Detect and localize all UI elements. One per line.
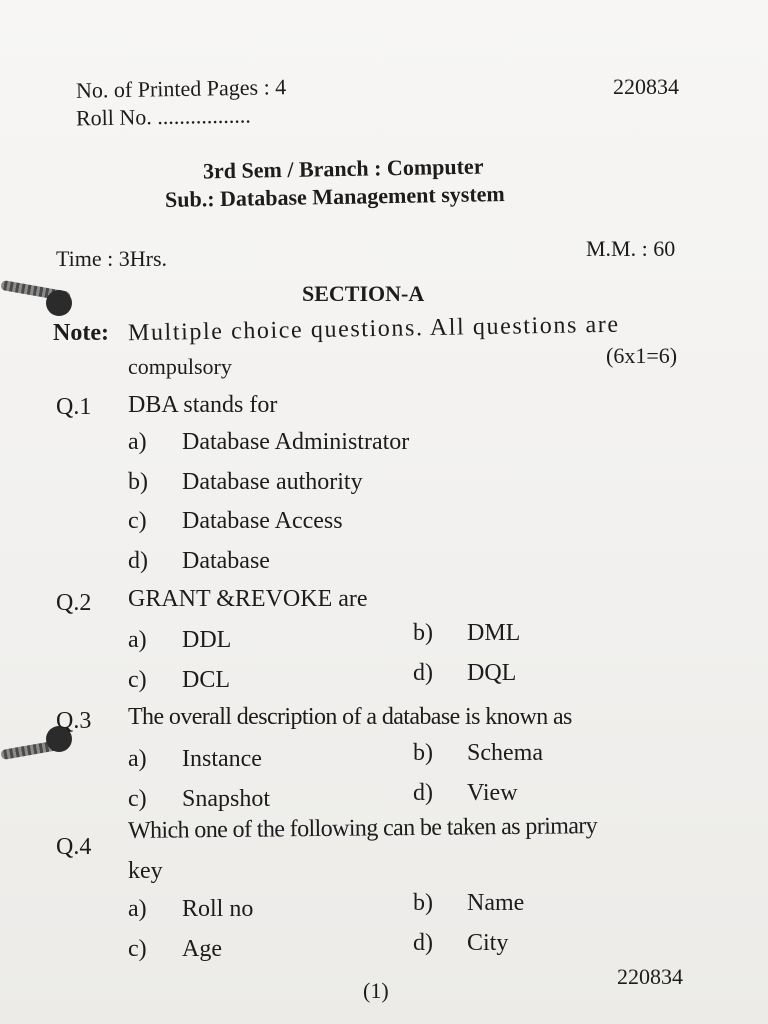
q3-option-a: [128, 746, 262, 773]
option-text: Snapshot: [182, 786, 271, 812]
option-label: d): [128, 548, 148, 574]
question-text-4: Which one of the following can be taken as primary: [127, 813, 598, 844]
q1-option-a: [128, 429, 409, 456]
section-marks: (6x1=6): [606, 343, 678, 368]
option-label: b): [413, 740, 433, 766]
option-label: a): [128, 627, 147, 653]
option-text: Database: [182, 548, 270, 574]
q3-option-d: [413, 780, 518, 807]
option-label: b): [413, 890, 433, 916]
question-number-3: Q.3: [56, 708, 92, 734]
question-text-2: GRANT &REVOKE are: [128, 586, 368, 612]
question-number-2: Q.2: [56, 590, 92, 616]
q1-option-b: [128, 469, 363, 496]
question-text-4-line2: key: [128, 858, 163, 884]
option-text: Instance: [182, 746, 262, 772]
option-label: c): [128, 936, 147, 962]
option-label: b): [128, 469, 148, 495]
option-text: DQL: [467, 660, 517, 686]
question-text-1: DBA stands for: [128, 392, 278, 418]
q3-option-c: [128, 786, 270, 813]
option-text: View: [467, 780, 518, 806]
course-title: 3rd Sem / Branch : Computer: [202, 153, 484, 184]
option-label: c): [128, 667, 147, 693]
note-text-line2: compulsory: [128, 354, 232, 379]
roll-no-label: Roll No. .................: [75, 102, 251, 131]
option-text: Schema: [467, 740, 543, 766]
option-label: d): [413, 930, 433, 956]
question-number-4: Q.4: [56, 834, 92, 860]
option-label: c): [128, 786, 147, 812]
question-text-3: The overall description of a database is known as: [128, 704, 572, 730]
option-label: c): [128, 508, 147, 534]
note-text-line1: Multiple choice questions. All questions are: [127, 311, 620, 347]
q3-option-b: [413, 740, 543, 767]
option-label: b): [413, 620, 433, 646]
subject-title: Sub.: Database Management system: [164, 181, 505, 212]
option-label: a): [128, 746, 147, 772]
q2-option-d: [413, 660, 516, 687]
q4-option-c: [128, 936, 222, 963]
q2-option-c: [128, 667, 230, 694]
q1-option-c: [128, 508, 343, 535]
question-number-1: Q.1: [56, 394, 92, 420]
exam-duration: Time : 3Hrs.: [56, 246, 168, 271]
option-label: a): [128, 429, 147, 455]
option-text: DML: [467, 620, 521, 646]
option-text: Database Access: [182, 508, 343, 534]
printed-pages-label: No. of Printed Pages : 4: [75, 74, 287, 103]
option-text: DDL: [182, 627, 232, 653]
option-text: Database authority: [182, 469, 363, 495]
option-label: d): [413, 780, 433, 806]
q4-option-b: [413, 890, 524, 917]
option-text: Database Administrator: [182, 429, 410, 455]
q4-option-d: [413, 930, 508, 957]
q2-option-b: [413, 620, 520, 647]
option-label: a): [128, 896, 147, 922]
option-label: d): [413, 660, 433, 686]
option-text: City: [467, 930, 509, 956]
note-label: Note:: [53, 320, 109, 346]
option-text: Name: [467, 890, 525, 916]
q1-option-d: [128, 548, 270, 575]
max-marks: M.M. : 60: [586, 236, 676, 261]
punch-hole-top: [46, 290, 72, 316]
q2-option-a: [128, 627, 231, 654]
q4-option-a: [128, 896, 253, 923]
paper-code-bottom: 220834: [617, 964, 683, 989]
paper-code-top: 220834: [613, 74, 679, 99]
section-title: SECTION-A: [302, 281, 425, 306]
option-text: DCL: [182, 667, 230, 693]
page-number: (1): [363, 978, 389, 1003]
option-text: Roll no: [182, 896, 254, 922]
option-text: Age: [182, 936, 222, 962]
